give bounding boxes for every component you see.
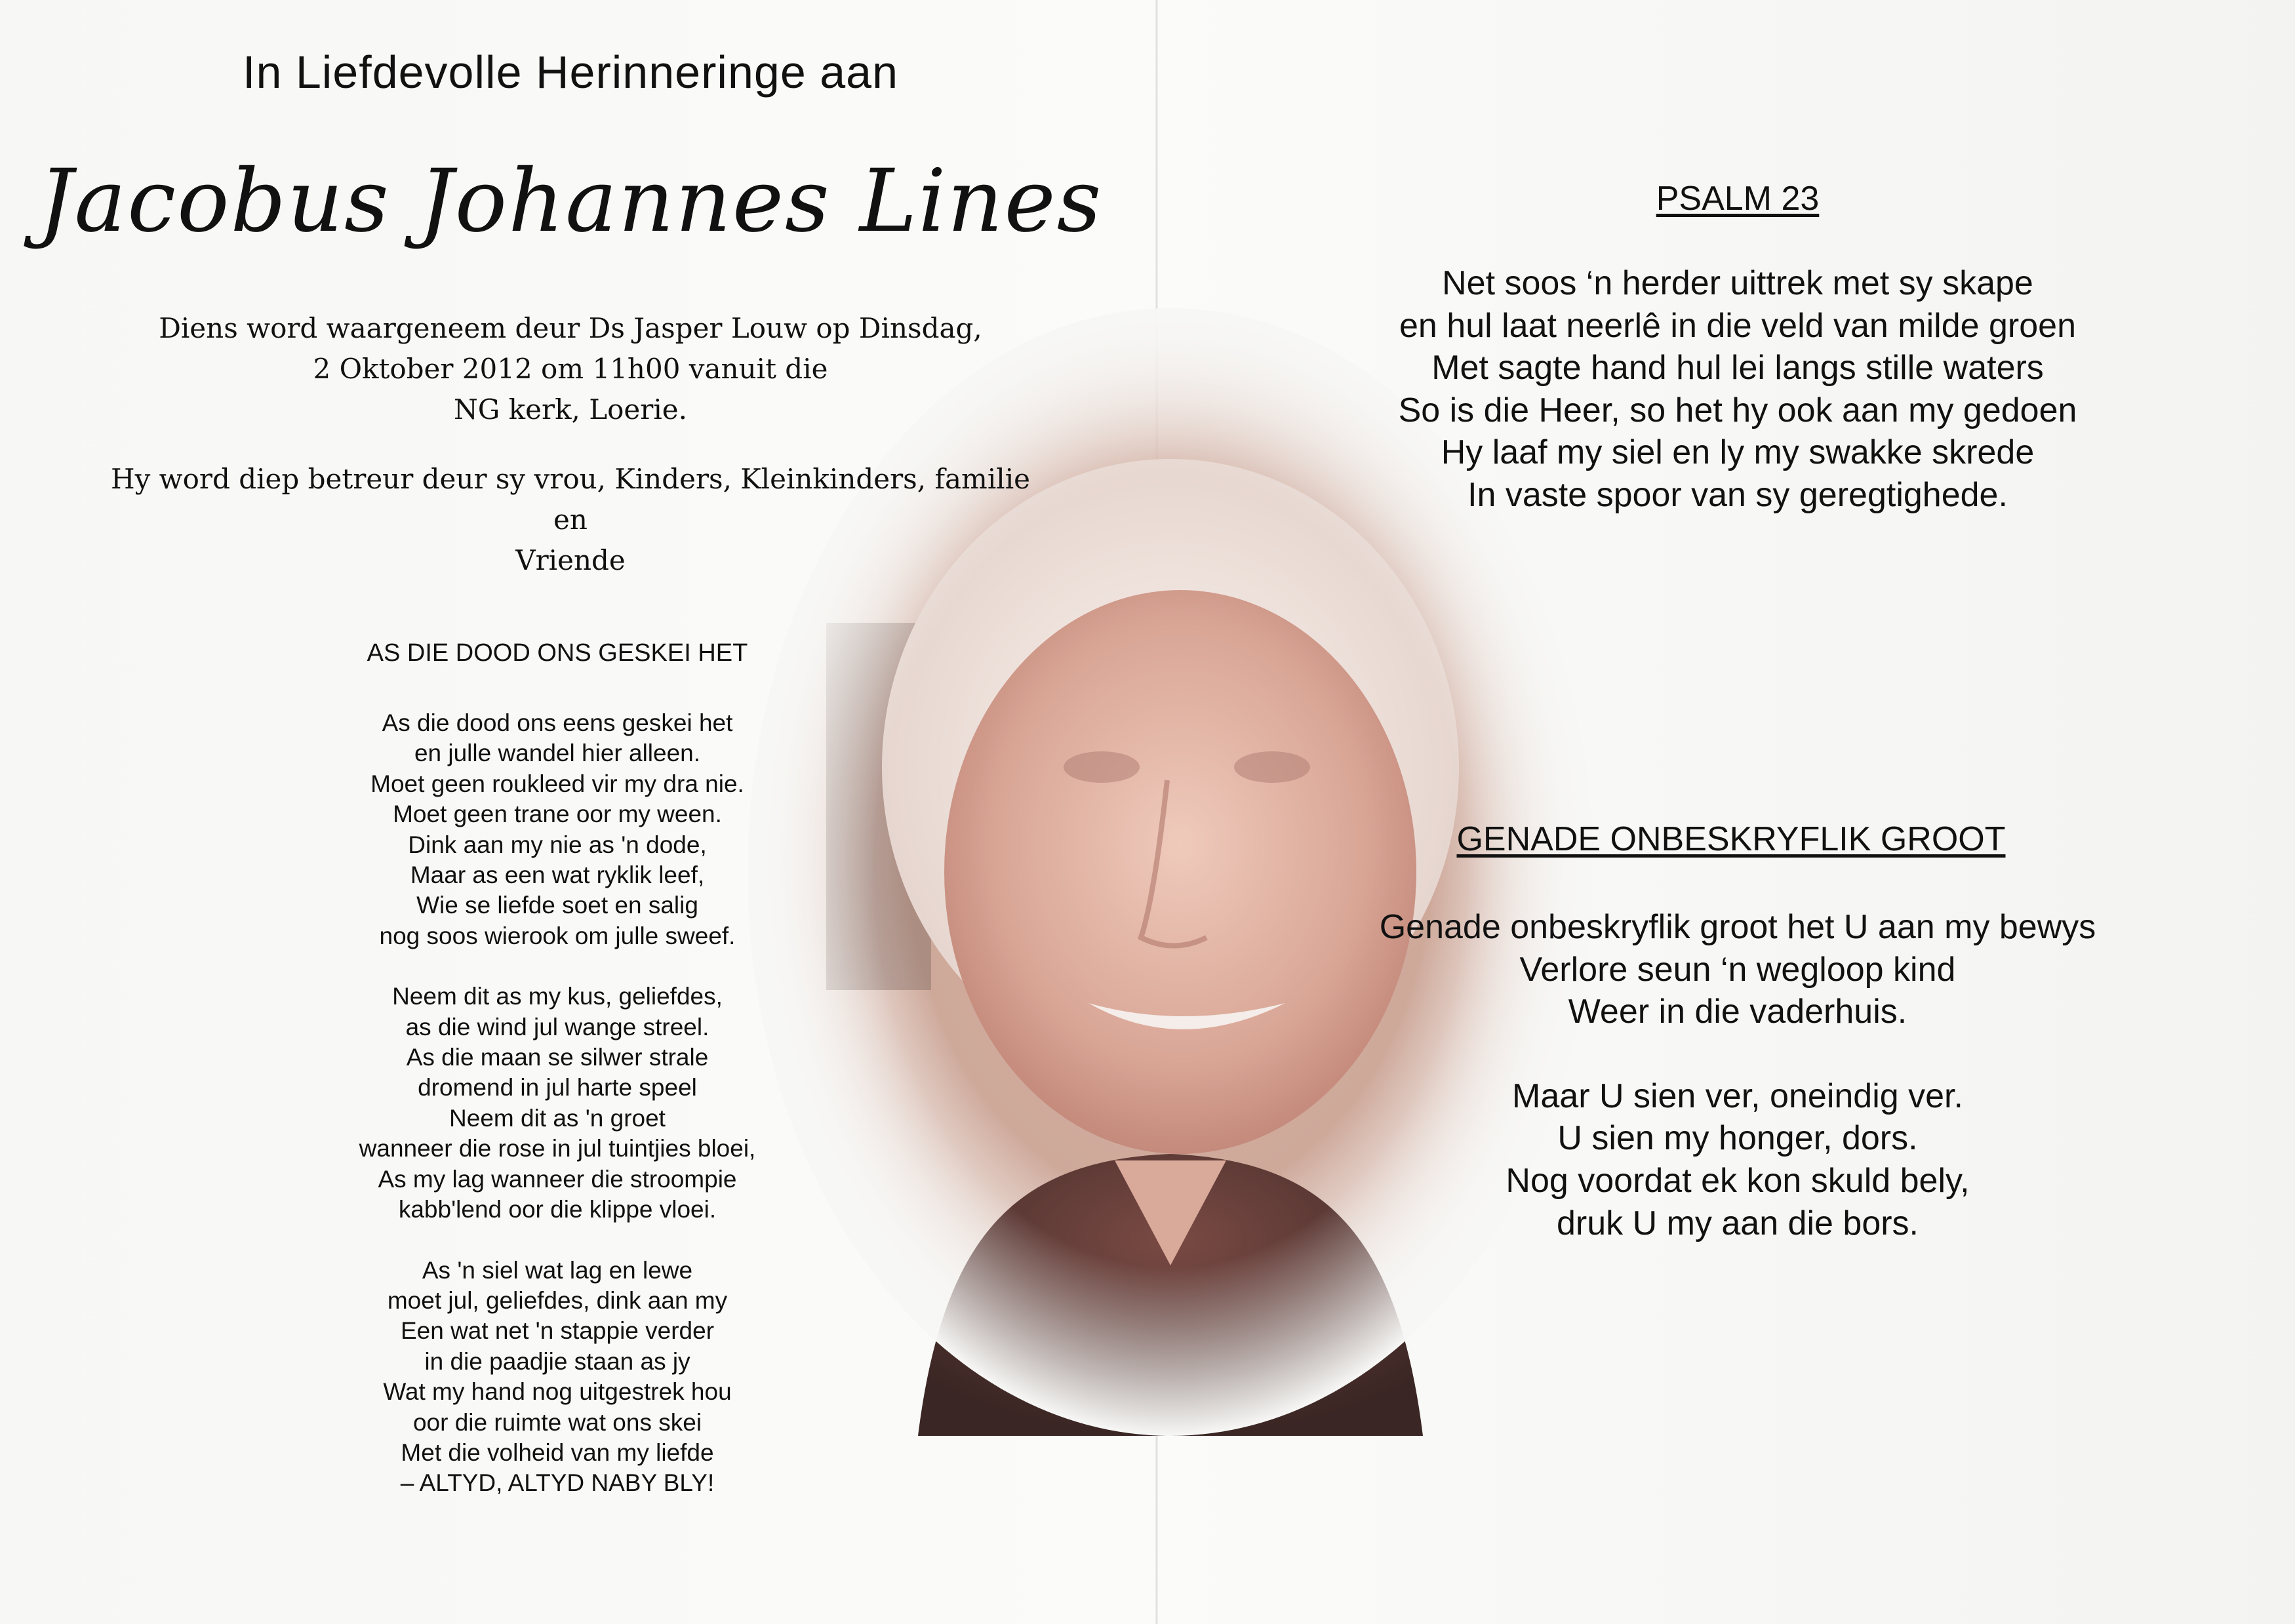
poem-line: kabb'lend oor die klippe vloei. — [398, 1196, 717, 1223]
poem-line: Neem dit as my kus, geliefdes, — [392, 983, 723, 1010]
poem-death-title: AS DIE DOOD ONS GESKEI HET — [367, 639, 748, 667]
poem-line: As my lag wanneer die stroompie — [378, 1165, 737, 1193]
psalm-line: Met sagte hand hul lei langs stille waters — [1431, 349, 2044, 387]
poem-line: As 'n siel wat lag en lewe — [422, 1256, 693, 1284]
poem-line: – ALTYD, ALTYD NABY BLY! — [400, 1469, 715, 1497]
psalm-title: PSALM 23 — [1656, 180, 1820, 218]
poem-line: en julle wandel hier alleen. — [414, 740, 701, 767]
psalm-line: Hy laaf my siel en ly my swakke skrede — [1441, 433, 2035, 472]
psalm-line: In vaste spoor van sy geregtighede. — [1467, 475, 2008, 514]
poem-line: as die wind jul wange streel. — [405, 1013, 709, 1040]
psalm-body — [1246, 262, 2229, 517]
poem-stanza — [230, 708, 885, 951]
poem-death-body — [230, 708, 885, 1529]
mourned-line: Hy word diep betreur deur sy vrou, Kinders, Kleinkinders, familie en — [110, 463, 1031, 536]
hymn-stanza — [1246, 906, 2229, 1033]
hymn-stanza — [1246, 1075, 2229, 1244]
poem-line: in die paadjie staan as jy — [424, 1347, 690, 1375]
poem-line: Wat my hand nog uitgestrek hou — [383, 1378, 732, 1406]
hymn-line: druk U my aan die bors. — [1556, 1204, 1919, 1242]
poem-stanza — [230, 981, 885, 1225]
poem-line: Wie se liefde soet en salig — [416, 892, 698, 919]
psalm-line: en hul laat neerlê in die veld van milde groen — [1399, 306, 2076, 345]
poem-line: Met die volheid van my liefde — [401, 1438, 714, 1466]
poem-line: Moet geen trane oor my ween. — [393, 801, 722, 828]
hymn-title: GENADE ONBESKRYFLIK GROOT — [1456, 820, 2006, 858]
deceased-name: Jacobus Johannes Lines — [38, 151, 1103, 252]
mourned-by-text — [98, 459, 1043, 581]
psalm-line: So is die Heer, so het hy ook aan my gedoen — [1398, 391, 2077, 429]
poem-line: dromend in jul harte speel — [418, 1074, 697, 1101]
poem-line: As die dood ons eens geskei het — [382, 709, 733, 736]
service-line: 2 Oktober 2012 om 11h00 vanuit die — [313, 353, 828, 385]
poem-line: Neem dit as 'n groet — [449, 1104, 666, 1132]
service-line: NG kerk, Loerie. — [454, 393, 687, 426]
poem-stanza — [230, 1256, 885, 1499]
hymn-line: Maar U sien ver, oneindig ver. — [1512, 1077, 1963, 1115]
poem-line: nog soos wierook om julle sweef. — [379, 922, 736, 949]
hymn-line: Weer in die vaderhuis. — [1568, 993, 1907, 1031]
poem-line: As die maan se silwer strale — [406, 1044, 709, 1071]
mourned-line: Vriende — [515, 544, 626, 576]
hymn-line: Genade onbeskryflik groot het U aan my bewys — [1379, 908, 2096, 946]
hymn-line: U sien my honger, dors. — [1557, 1119, 1918, 1158]
service-details — [0, 308, 1141, 430]
hymn-line: Verlore seun ‘n wegloop kind — [1519, 950, 1956, 989]
service-line: Diens word waargeneem deur Ds Jasper Louw op Dinsdag, — [159, 312, 982, 344]
poem-line: Maar as een wat ryklik leef, — [410, 862, 705, 889]
poem-line: oor die ruimte wat ons skei — [412, 1408, 702, 1436]
psalm-line: Net soos ‘n herder uittrek met sy skape — [1442, 264, 2033, 302]
poem-line: moet jul, geliefdes, dink aan my — [387, 1286, 728, 1314]
poem-line: wanneer die rose in jul tuintjies bloei, — [359, 1135, 756, 1162]
hymn-body — [1246, 906, 2229, 1286]
hymn-line: Nog voordat ek kon skuld bely, — [1506, 1161, 1970, 1200]
memorial-heading: In Liefdevolle Herinneringe aan — [243, 47, 898, 98]
poem-line: Moet geen roukleed vir my dra nie. — [370, 770, 744, 797]
poem-line: Dink aan my nie as 'n dode, — [408, 831, 707, 858]
poem-line: Een wat net 'n stappie verder — [400, 1317, 715, 1345]
